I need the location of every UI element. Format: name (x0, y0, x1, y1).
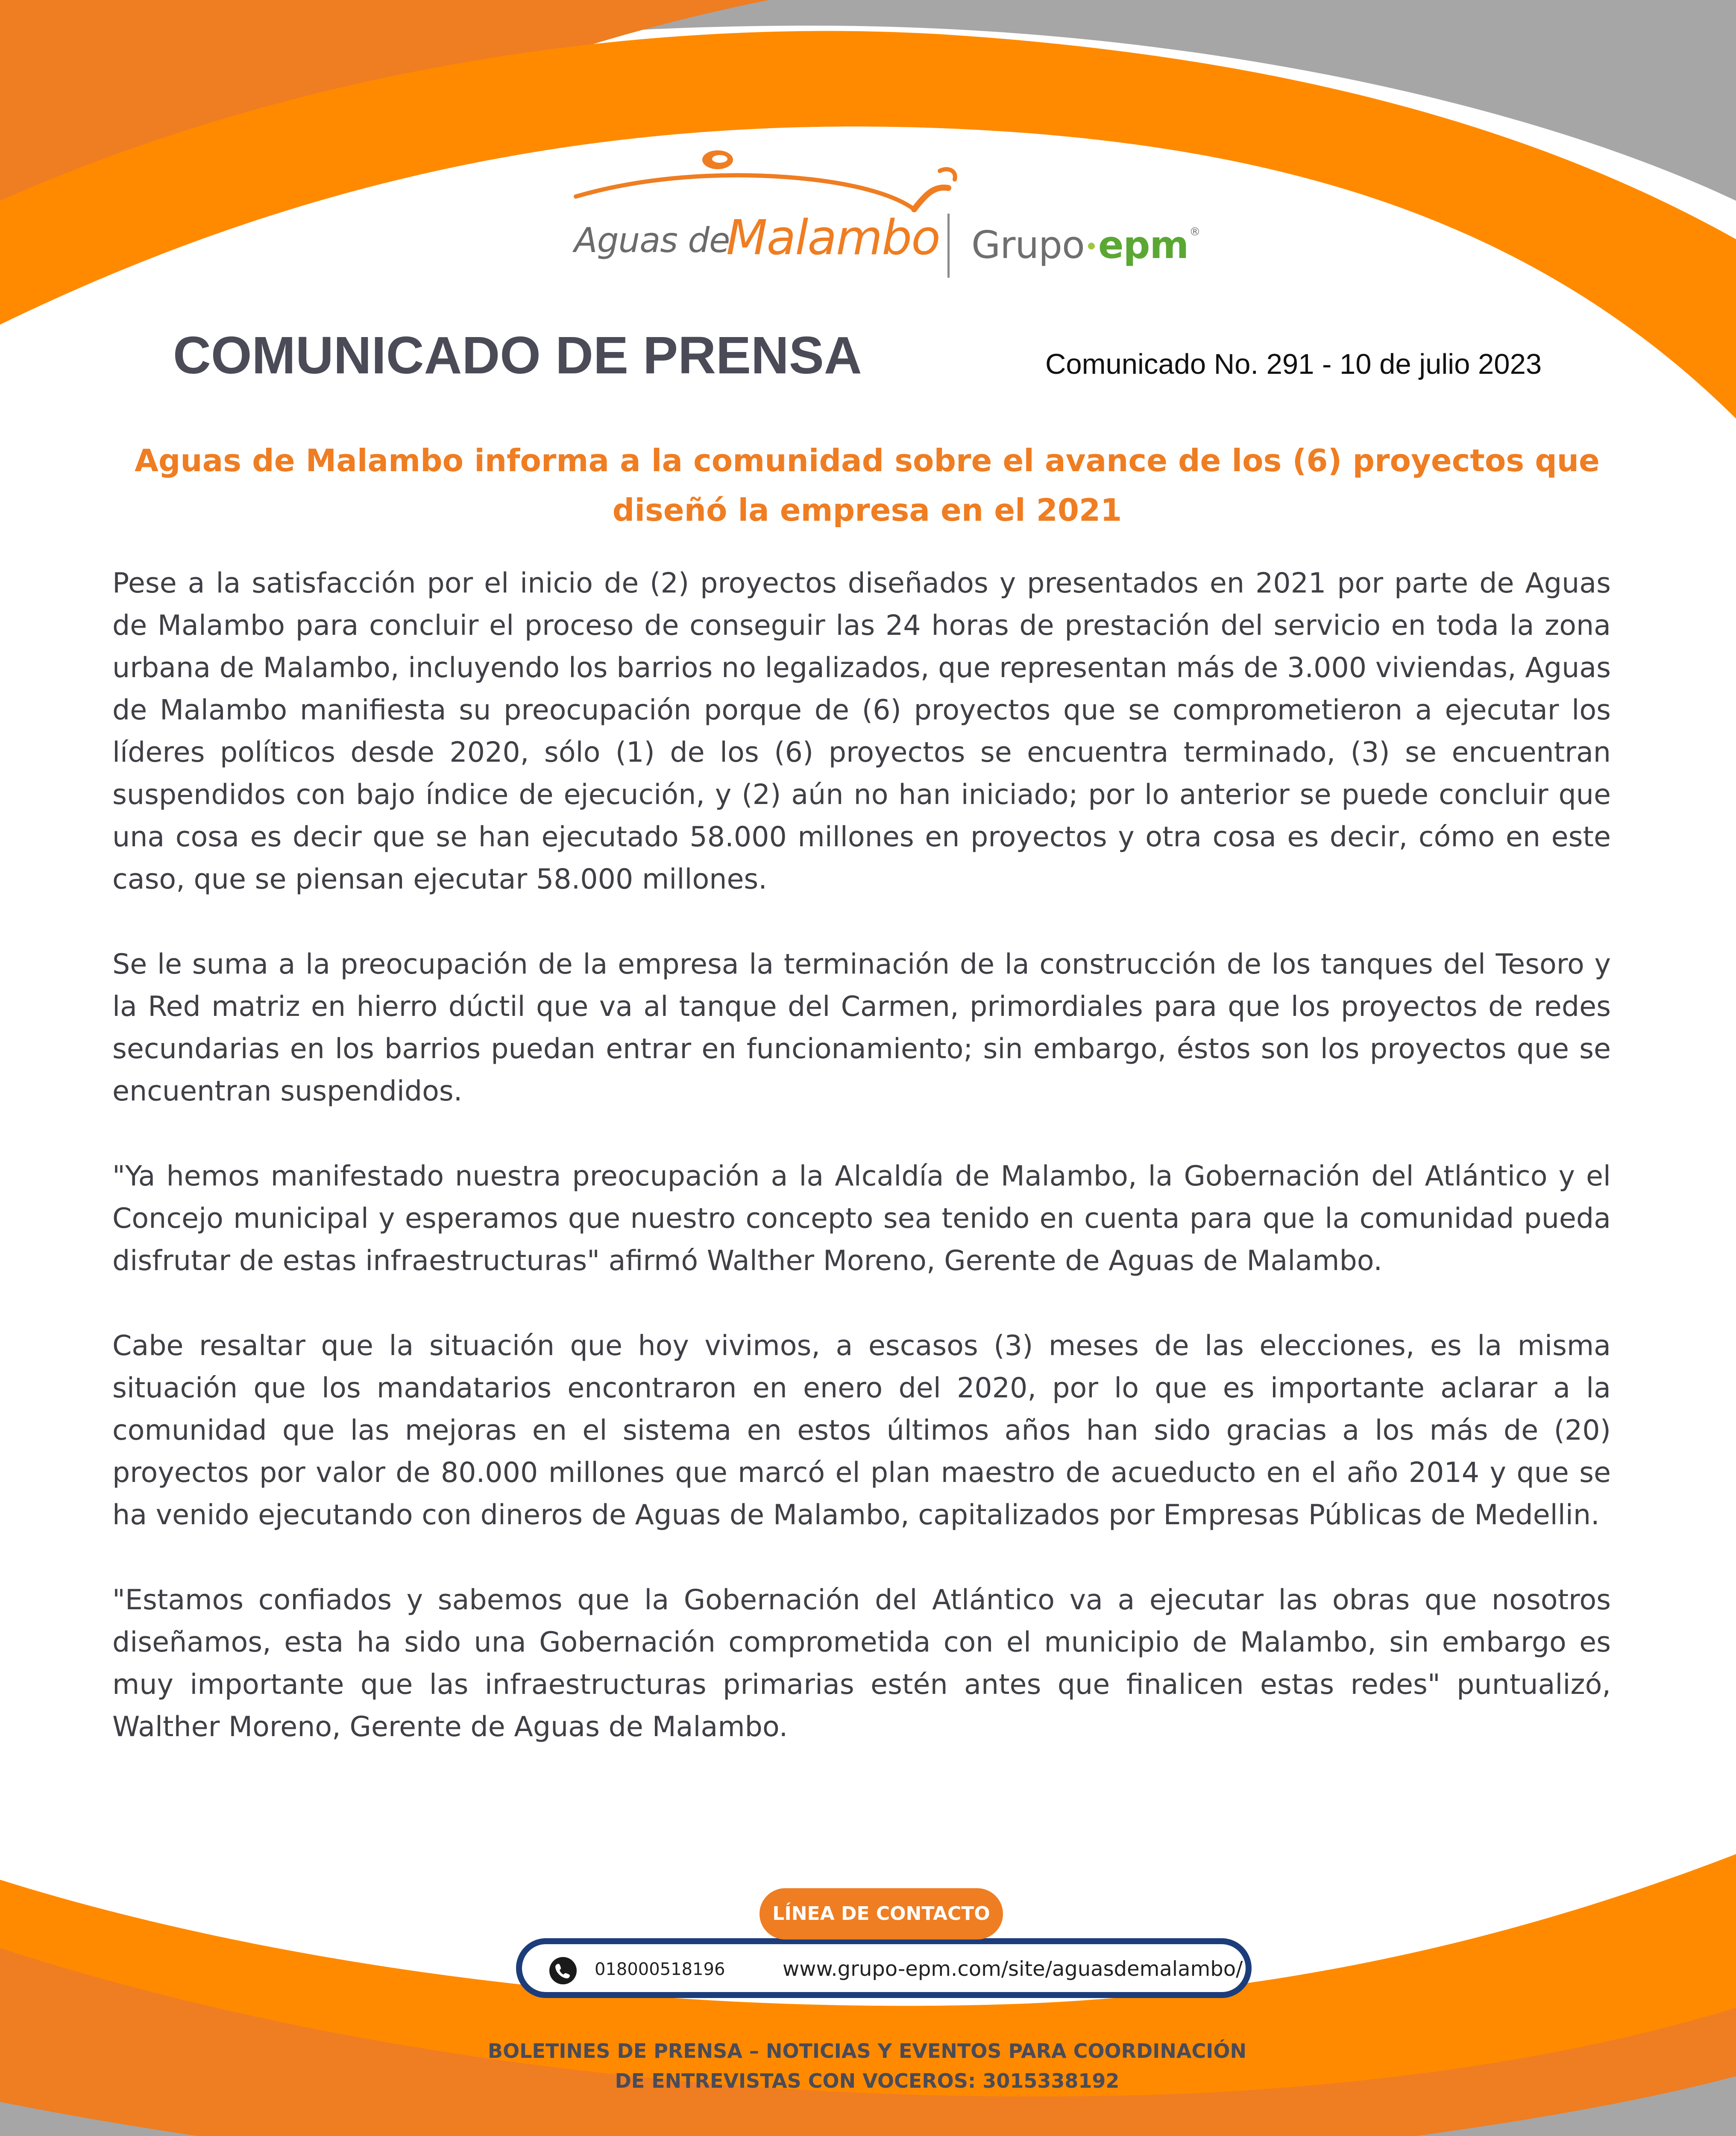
press-release-number: Comunicado No. 291 - 10 de julio 2023 (1045, 348, 1542, 380)
logo-grupo-epm (971, 223, 1200, 267)
contact-phone-number: 018000518196 (595, 1960, 725, 1979)
logo-dot-icon (1088, 243, 1095, 249)
footer-line-1: BOLETINES DE PRENSA – NOTICIAS Y EVENTOS PARA COORDINACIÓN (488, 2039, 1246, 2063)
logo-malambo-text: Malambo (726, 210, 940, 266)
contact-line-badge: LÍNEA DE CONTACTO (760, 1888, 1003, 1939)
logo-epm-text: epm (1098, 223, 1189, 267)
footer-press-info (419, 2036, 1316, 2096)
footer-line-2: DE ENTREVISTAS CON VOCEROS: 3015338192 (615, 2069, 1120, 2092)
headline-line-2: diseñó la empresa en el 2021 (612, 492, 1122, 528)
body-paragraph: Cabe resaltar que la situación que hoy vivimos, a escasos (3) meses de las elecciones, es la misma situación que los mandatarios encontraron en enero del 2020, por lo que es importante aclarar a la comunidad que las mejoras en el sistema en estos últimos años han sido gracias a los más de (20) proyectos por valor de 80.000 millones que marcó el plan maestro de acueducto en el año 2014 y que se ha venido ejecutando con dineros de Aguas de Malambo, capitalizados por Empresas Públicas de Medellin. (112, 1330, 1611, 1531)
body-paragraph: Pese a la satisfacción por el inicio de (2) proyectos diseñados y presentados en 2021 por parte de Aguas de Malambo para concluir el proceso de conseguir las 24 horas de prestación del servicio en toda la zona urbana de Malambo, incluyendo los barrios no legalizados, que representan más de 3.000 viviendas, Aguas de Malambo manifiesta su preocupación porque de (6) proyectos que se comprometieron a ejecutar los líderes políticos desde 2020, sólo (1) de los (6) proyectos se encuentra terminado, (3) se encuentran suspendidos con bajo índice de ejecución, y (2) aún no han iniciado; por lo anterior se puede concluir que una cosa es decir que se han ejecutado 58.000 millones en proyectos y otra cosa es decir, cómo en este caso, que se piensan ejecutar 58.000 millones. (112, 567, 1611, 895)
press-release-title: COMUNICADO DE PRENSA (173, 326, 862, 385)
body-paragraph: Se le suma a la preocupación de la empresa la terminación de la construcción de los tanques del Tesoro y la Red matriz en hierro dúctil que va al tanque del Carmen, primordiales para que los proyectos de redes secundarias en los barrios puedan entrar en funcionamiento; sin embargo, éstos son los proyectos que se encuentran suspendidos. (112, 948, 1611, 1107)
article-body (112, 562, 1611, 1791)
logo-registered-mark: ® (1189, 226, 1200, 238)
logo-grupo-text: Grupo (971, 223, 1085, 267)
phone-icon (549, 1957, 577, 1984)
headline (120, 436, 1615, 535)
logo-aguas-de-text: Aguas de (574, 220, 730, 260)
contact-website-link[interactable]: www.grupo-epm.com/site/aguasdemalambo/ (783, 1957, 1243, 1981)
body-paragraph: "Estamos confiados y sabemos que la Gobernación del Atlántico va a ejecutar las obras que nosotros diseñamos, esta ha sido una Gobernación comprometida con el municipio de Malambo, sin embargo es muy importante que las infraestructuras primarias estén antes que finalicen estas redes" puntualizó, Walther Moreno, Gerente de Aguas de Malambo. (112, 1584, 1611, 1743)
body-paragraph: "Ya hemos manifestado nuestra preocupación a la Alcaldía de Malambo, la Gobernación del Atlántico y el Concejo municipal y esperamos que nuestro concepto sea tenido en cuenta para que la comunidad pueda disfrutar de estas infraestructuras" afirmó Walther Moreno, Gerente de Aguas de Malambo. (112, 1160, 1611, 1277)
company-logo (572, 145, 1200, 286)
contact-bar (516, 1938, 1252, 1998)
headline-line-1: Aguas de Malambo informa a la comunidad sobre el avance de los (6) proyectos que (135, 443, 1600, 478)
logo-divider (947, 214, 950, 278)
